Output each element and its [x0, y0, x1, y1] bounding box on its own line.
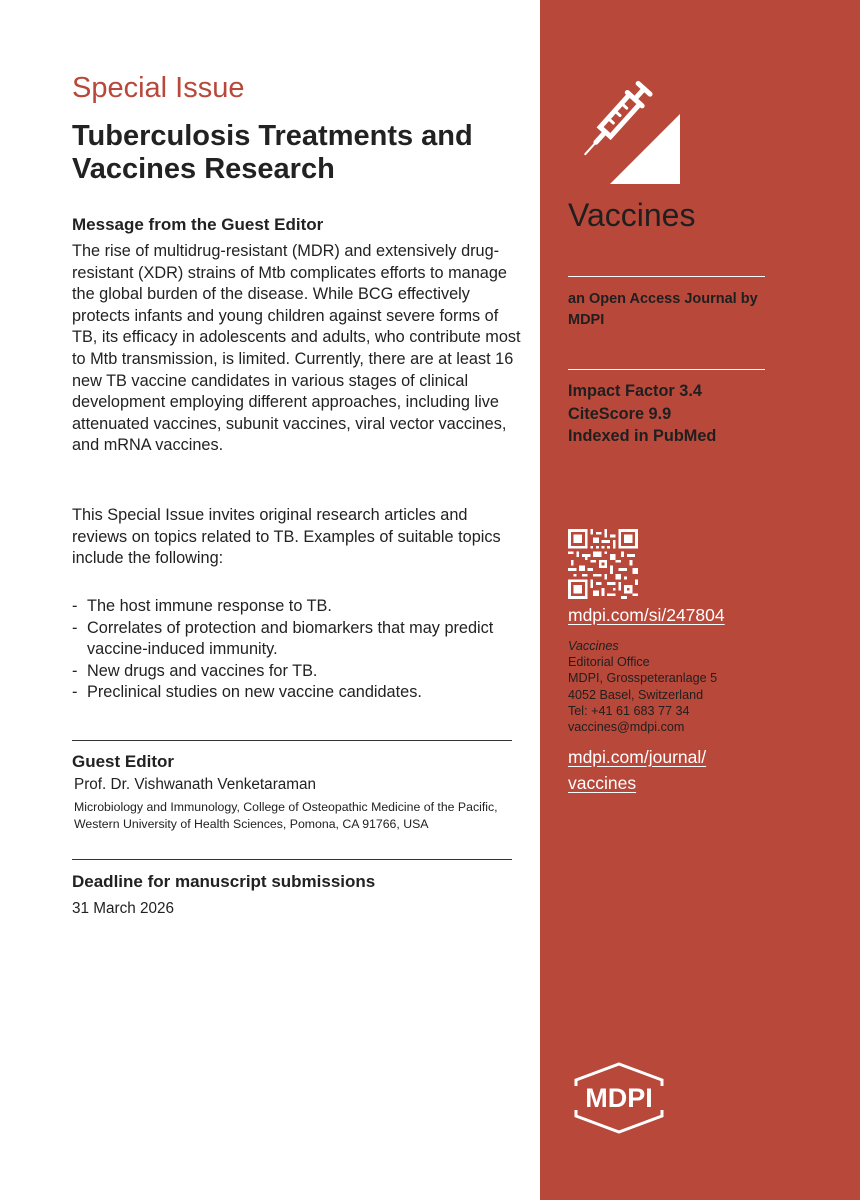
journal-metrics — [568, 380, 716, 448]
mdpi-logo — [566, 1062, 672, 1134]
office-line: MDPI, Grosspeteranlage 5 — [568, 671, 718, 686]
journal-tagline: an Open Access Journal by MDPI — [568, 291, 758, 328]
bullet-dash: - — [72, 618, 78, 637]
message-heading: Message from the Guest Editor — [72, 215, 324, 234]
topic-text: New drugs and vaccines for TB. — [87, 661, 318, 680]
journal-link-line-1[interactable]: mdpi.com/journal/ — [568, 747, 707, 767]
bullet-dash: - — [72, 683, 78, 702]
deadline-heading: Deadline for manuscript submissions — [72, 872, 376, 891]
topic-item — [72, 618, 522, 661]
topics-list — [72, 596, 522, 704]
mdpi-logo-text: MDPI — [585, 1083, 653, 1113]
bullet-dash: - — [72, 597, 78, 615]
citescore: CiteScore 9.9 — [568, 404, 672, 423]
editorial-office — [568, 638, 717, 735]
deadline-date: 31 March 2026 — [72, 900, 175, 917]
journal-name: Vaccines — [568, 197, 696, 233]
divider — [72, 859, 512, 860]
special-issue-kicker: Special Issue — [72, 72, 245, 104]
divider — [568, 369, 765, 370]
office-phone: Tel: +41 61 683 77 34 — [568, 703, 690, 718]
page-title: Tuberculosis Treatments and Vaccines Research — [72, 120, 473, 185]
journal-link-line-2[interactable]: vaccines — [568, 773, 637, 793]
message-paragraph-1: The rise of multidrug-resistant (MDR) and extensively drug-resistant (XDR) strains of Mtb complicates efforts to manage the global burden of the disease. While BCG effectively protects infants and young children against severe forms of TB, its efficacy in adolescents and adults, who contribute most to Mtb transmission, is limited. Currently, there are at least 16 new TB vaccine candidates in various stages of clinical development employing different approaches, including live attenuated vaccines, subunit vaccines, viral vector vaccines, and mRNA vaccines. — [72, 242, 521, 455]
divider — [72, 740, 512, 741]
topic-text: Preclinical studies on new vaccine candidates. — [87, 683, 422, 702]
guest-editor-name: Prof. Dr. Vishwanath Venketaraman — [74, 776, 317, 793]
topic-item — [72, 661, 522, 683]
message-paragraph-2: This Special Issue invites original research articles and reviews on topics related to TB. Examples of suitable topics include the following: — [72, 506, 501, 568]
qr-code-icon[interactable] — [568, 529, 638, 599]
office-email[interactable]: vaccines@mdpi.com — [568, 720, 685, 735]
topic-text: Correlates of protection and biomarkers that may predict vaccine-induced immunity. — [87, 618, 494, 659]
office-journal: Vaccines — [568, 639, 619, 653]
bullet-dash: - — [72, 661, 78, 680]
topic-item — [72, 596, 522, 618]
office-line: 4052 Basel, Switzerland — [568, 687, 704, 702]
journal-link[interactable] — [568, 744, 706, 796]
guest-editor-affiliation: Microbiology and Immunology, College of Osteopathic Medicine of the Pacific, Western University of Health Sciences, Pomona, CA 91766, USA — [74, 800, 498, 831]
office-line: Editorial Office — [568, 655, 650, 670]
impact-factor: Impact Factor 3.4 — [568, 382, 702, 400]
special-issue-link[interactable]: mdpi.com/si/247804 — [568, 605, 725, 625]
guest-editor-heading: Guest Editor — [72, 752, 175, 771]
indexed-in: Indexed in PubMed — [568, 427, 717, 445]
divider — [568, 276, 765, 277]
topic-item — [72, 682, 522, 704]
syringe-icon — [576, 80, 686, 186]
topic-text: The host immune response to TB. — [87, 597, 332, 615]
